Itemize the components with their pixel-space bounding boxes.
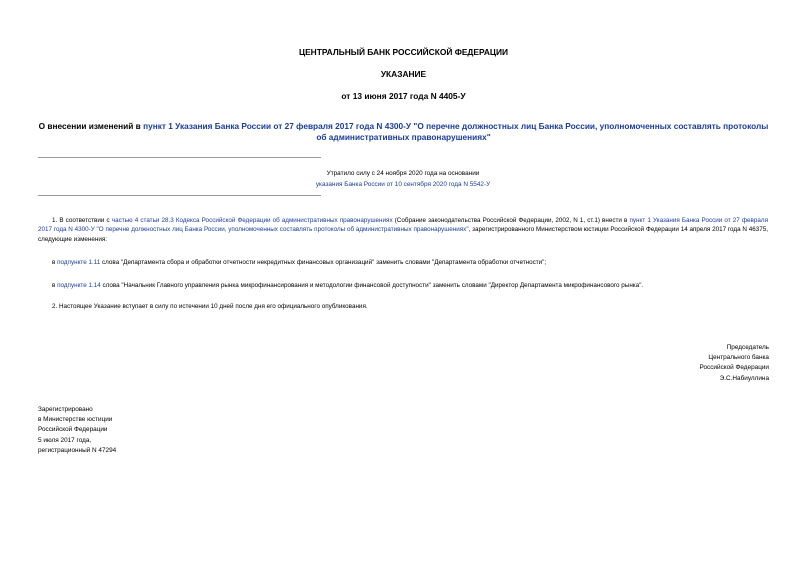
registration-line-3: Российской Федерации: [38, 426, 108, 434]
registration-block: [38, 405, 116, 456]
title-link[interactable]: пункт 1 Указания Банка России от 27 февраля 2017 года N 4300-У "О перечне должностных лиц Банка России, уполномоченных составлять протоколы об административных правонарушениях": [143, 121, 769, 142]
signature-block: [700, 343, 770, 384]
document-title: [0, 121, 807, 143]
signature-line-2: Центрального банка: [708, 354, 769, 362]
paragraph-2: 2. Настоящее Указание вступает в силу по истечении 10 дней после дня его официального опубликования.: [52, 303, 368, 310]
item2-text-2: слова "Начальник Главного управления рынка микрофинансирования и методологии финансовой доступности" заменить словами "Директор Департамента микрофинансового рынка".: [100, 282, 644, 289]
status-line-1: Утратило силу с 24 ноября 2020 года на основании: [326, 170, 480, 177]
signature-name: Э.С.Набиуллина: [719, 374, 769, 382]
signature-line-1: Председатель: [726, 344, 769, 351]
title-prefix: О внесении изменений в: [38, 121, 144, 131]
divider-top: [38, 157, 321, 158]
item1-link[interactable]: подпункте 1.11: [57, 259, 101, 266]
p1-text-2: (Собрание законодательства Российской Федерации, 2002, N 1, ст.1) внести в: [392, 217, 630, 224]
divider-bottom: [38, 195, 321, 196]
item2-link[interactable]: подпункте 1.14: [57, 282, 101, 289]
item2-text-1: в: [52, 282, 58, 289]
document-type: УКАЗАНИЕ: [380, 69, 427, 79]
item-1: [52, 258, 768, 267]
paragraph-1: [38, 216, 768, 244]
signature-line-3: Российской Федерации: [699, 364, 769, 372]
status-link[interactable]: указания Банка России от 10 сентября 2020 года N 5542-У: [315, 181, 491, 188]
p1-link-1[interactable]: частью 4 статьи 28.3 Кодекса Российской Федерации об административных правонарушениях: [111, 217, 393, 224]
p1-text-1: 1. В соответствии с: [52, 217, 112, 224]
registration-line-1: Зарегистрировано: [38, 406, 93, 413]
bank-name: ЦЕНТРАЛЬНЫЙ БАНК РОССИЙСКОЙ ФЕДЕРАЦИИ: [298, 47, 509, 57]
item-2: [52, 281, 768, 290]
registration-line-2: в Министерстве юстиции: [38, 416, 113, 424]
registration-line-5: регистрационный N 47294: [38, 446, 117, 454]
p1-link-2[interactable]: пункт 1 Указания Банка России от 27 февраля 2017 года N 4300-У "О перечне должностных лиц Банка России, уполномоченных составлять протоколы об административных правонарушениях": [38, 217, 768, 234]
p1-text-3: , зарегистрированного Министерством юстиции Российской Федерации 14 апреля 2017 года N 46375, следующие изменения:: [38, 226, 768, 243]
registration-line-4: 5 июля 2017 года,: [38, 436, 92, 444]
item1-text-1: в: [52, 259, 58, 266]
item1-text-2: слова "Департамента сбора и обработки отчетности некредитных финансовых организаций" заменить словами "Департамента обработки отчетности";: [100, 259, 547, 266]
document-date-number: от 13 июня 2017 года N 4405-У: [341, 91, 466, 101]
